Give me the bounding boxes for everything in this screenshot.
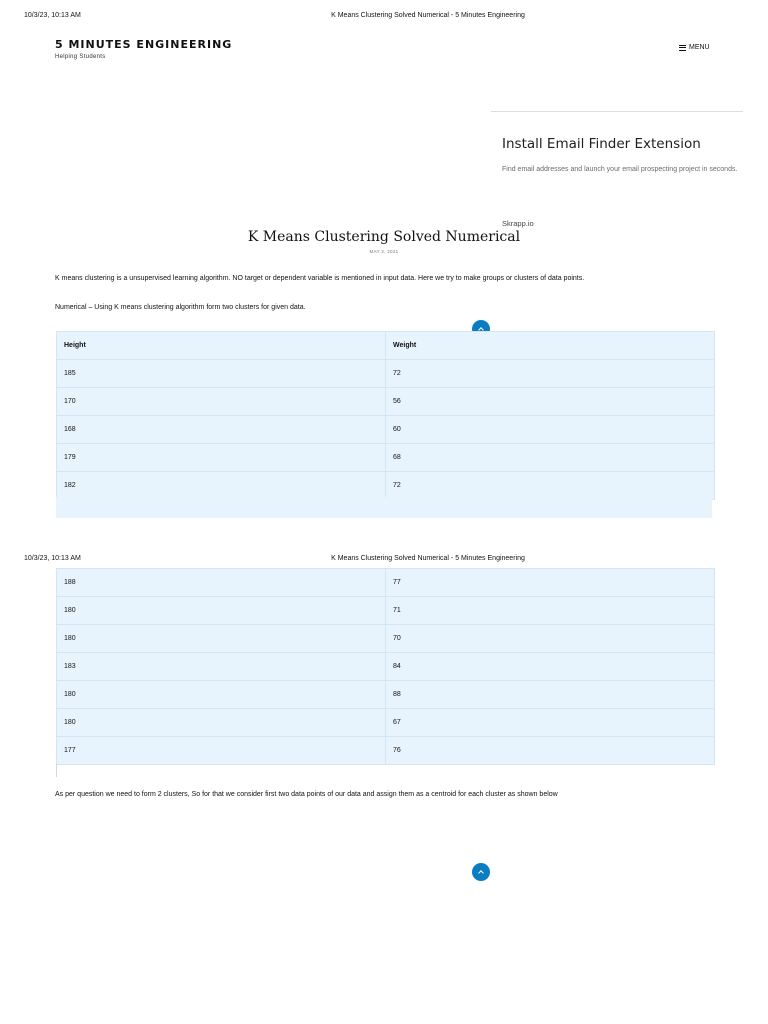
table-row <box>57 360 715 388</box>
table-cell-height: 185 <box>57 360 386 388</box>
table-row <box>57 388 715 416</box>
print-timestamp: 10/3/23, 10:13 AM <box>24 12 81 19</box>
table-cell-height: 188 <box>57 569 386 597</box>
table-row <box>57 625 715 653</box>
print-page-title: K Means Clustering Solved Numerical - 5 Minutes Engineering <box>331 12 525 19</box>
print-page-title: K Means Clustering Solved Numerical - 5 Minutes Engineering <box>331 555 525 562</box>
site-title-link[interactable]: 5 MINUTES ENGINEERING <box>55 38 233 51</box>
ad-source-link[interactable]: Skrapp.io <box>502 219 534 228</box>
site-tagline: Helping Students <box>55 54 106 60</box>
table-page-break-filler <box>56 497 712 518</box>
table-cell-height: 180 <box>57 625 386 653</box>
table-cell-height: 170 <box>57 388 386 416</box>
table-row <box>57 597 715 625</box>
data-table <box>56 331 715 500</box>
problem-statement: Numerical – Using K means clustering algorithm form two clusters for given data. <box>55 304 306 311</box>
table-cell-weight: 76 <box>386 737 715 765</box>
table-cell-weight: 67 <box>386 709 715 737</box>
table-row <box>57 472 715 500</box>
table-cell-weight: 70 <box>386 625 715 653</box>
table-cell-height: 177 <box>57 737 386 765</box>
intro-paragraph: K means clustering is a unsupervised learning algorithm. NO target or dependent variable is mentioned in input data. Here we try to make groups or clusters of data points. <box>55 275 585 282</box>
print-header <box>0 12 768 26</box>
table-cell-weight: 84 <box>386 653 715 681</box>
table-cell-weight: 56 <box>386 388 715 416</box>
conclusion-paragraph: As per question we need to form 2 clusters, So for that we consider first two data points of our data and assign them as a centroid for each cluster as shown below <box>55 791 558 798</box>
table-row <box>57 653 715 681</box>
ad-title[interactable]: Install Email Finder Extension <box>502 136 701 152</box>
menu-button[interactable] <box>679 44 710 51</box>
table-cell-weight: 88 <box>386 681 715 709</box>
table-row <box>57 416 715 444</box>
table-cell-weight: 71 <box>386 597 715 625</box>
table-header-row <box>57 332 715 360</box>
table-cell-height: 180 <box>57 597 386 625</box>
table-cell-weight: 72 <box>386 360 715 388</box>
table-cell-weight: 68 <box>386 444 715 472</box>
table-row <box>57 681 715 709</box>
data-table-continued <box>56 568 715 765</box>
table-row <box>57 709 715 737</box>
menu-label: MENU <box>689 44 710 51</box>
ad-description: Find email addresses and launch your email prospecting project in seconds. <box>502 166 738 173</box>
chevron-up-icon <box>478 870 484 876</box>
table-row <box>57 569 715 597</box>
print-timestamp: 10/3/23, 10:13 AM <box>24 555 81 562</box>
ad-divider <box>491 111 743 112</box>
table-cell-height: 183 <box>57 653 386 681</box>
table-header-weight: Weight <box>386 332 715 360</box>
table-cell-weight: 72 <box>386 472 715 500</box>
table-header-height: Height <box>57 332 386 360</box>
hamburger-menu-icon <box>679 45 686 51</box>
scroll-top-button[interactable] <box>472 863 490 881</box>
table-cell-weight: 60 <box>386 416 715 444</box>
table-cell-height: 180 <box>57 681 386 709</box>
table-cell-weight: 77 <box>386 569 715 597</box>
table-row <box>57 737 715 765</box>
table-cell-height: 168 <box>57 416 386 444</box>
post-date: MAY 2, 2021 <box>369 249 399 254</box>
table-cell-height: 179 <box>57 444 386 472</box>
table-edge-rule <box>56 763 57 777</box>
print-header-page-2 <box>0 555 768 569</box>
table-row <box>57 444 715 472</box>
table-cell-height: 182 <box>57 472 386 500</box>
article-title: K Means Clustering Solved Numerical <box>247 229 521 245</box>
table-cell-height: 180 <box>57 709 386 737</box>
